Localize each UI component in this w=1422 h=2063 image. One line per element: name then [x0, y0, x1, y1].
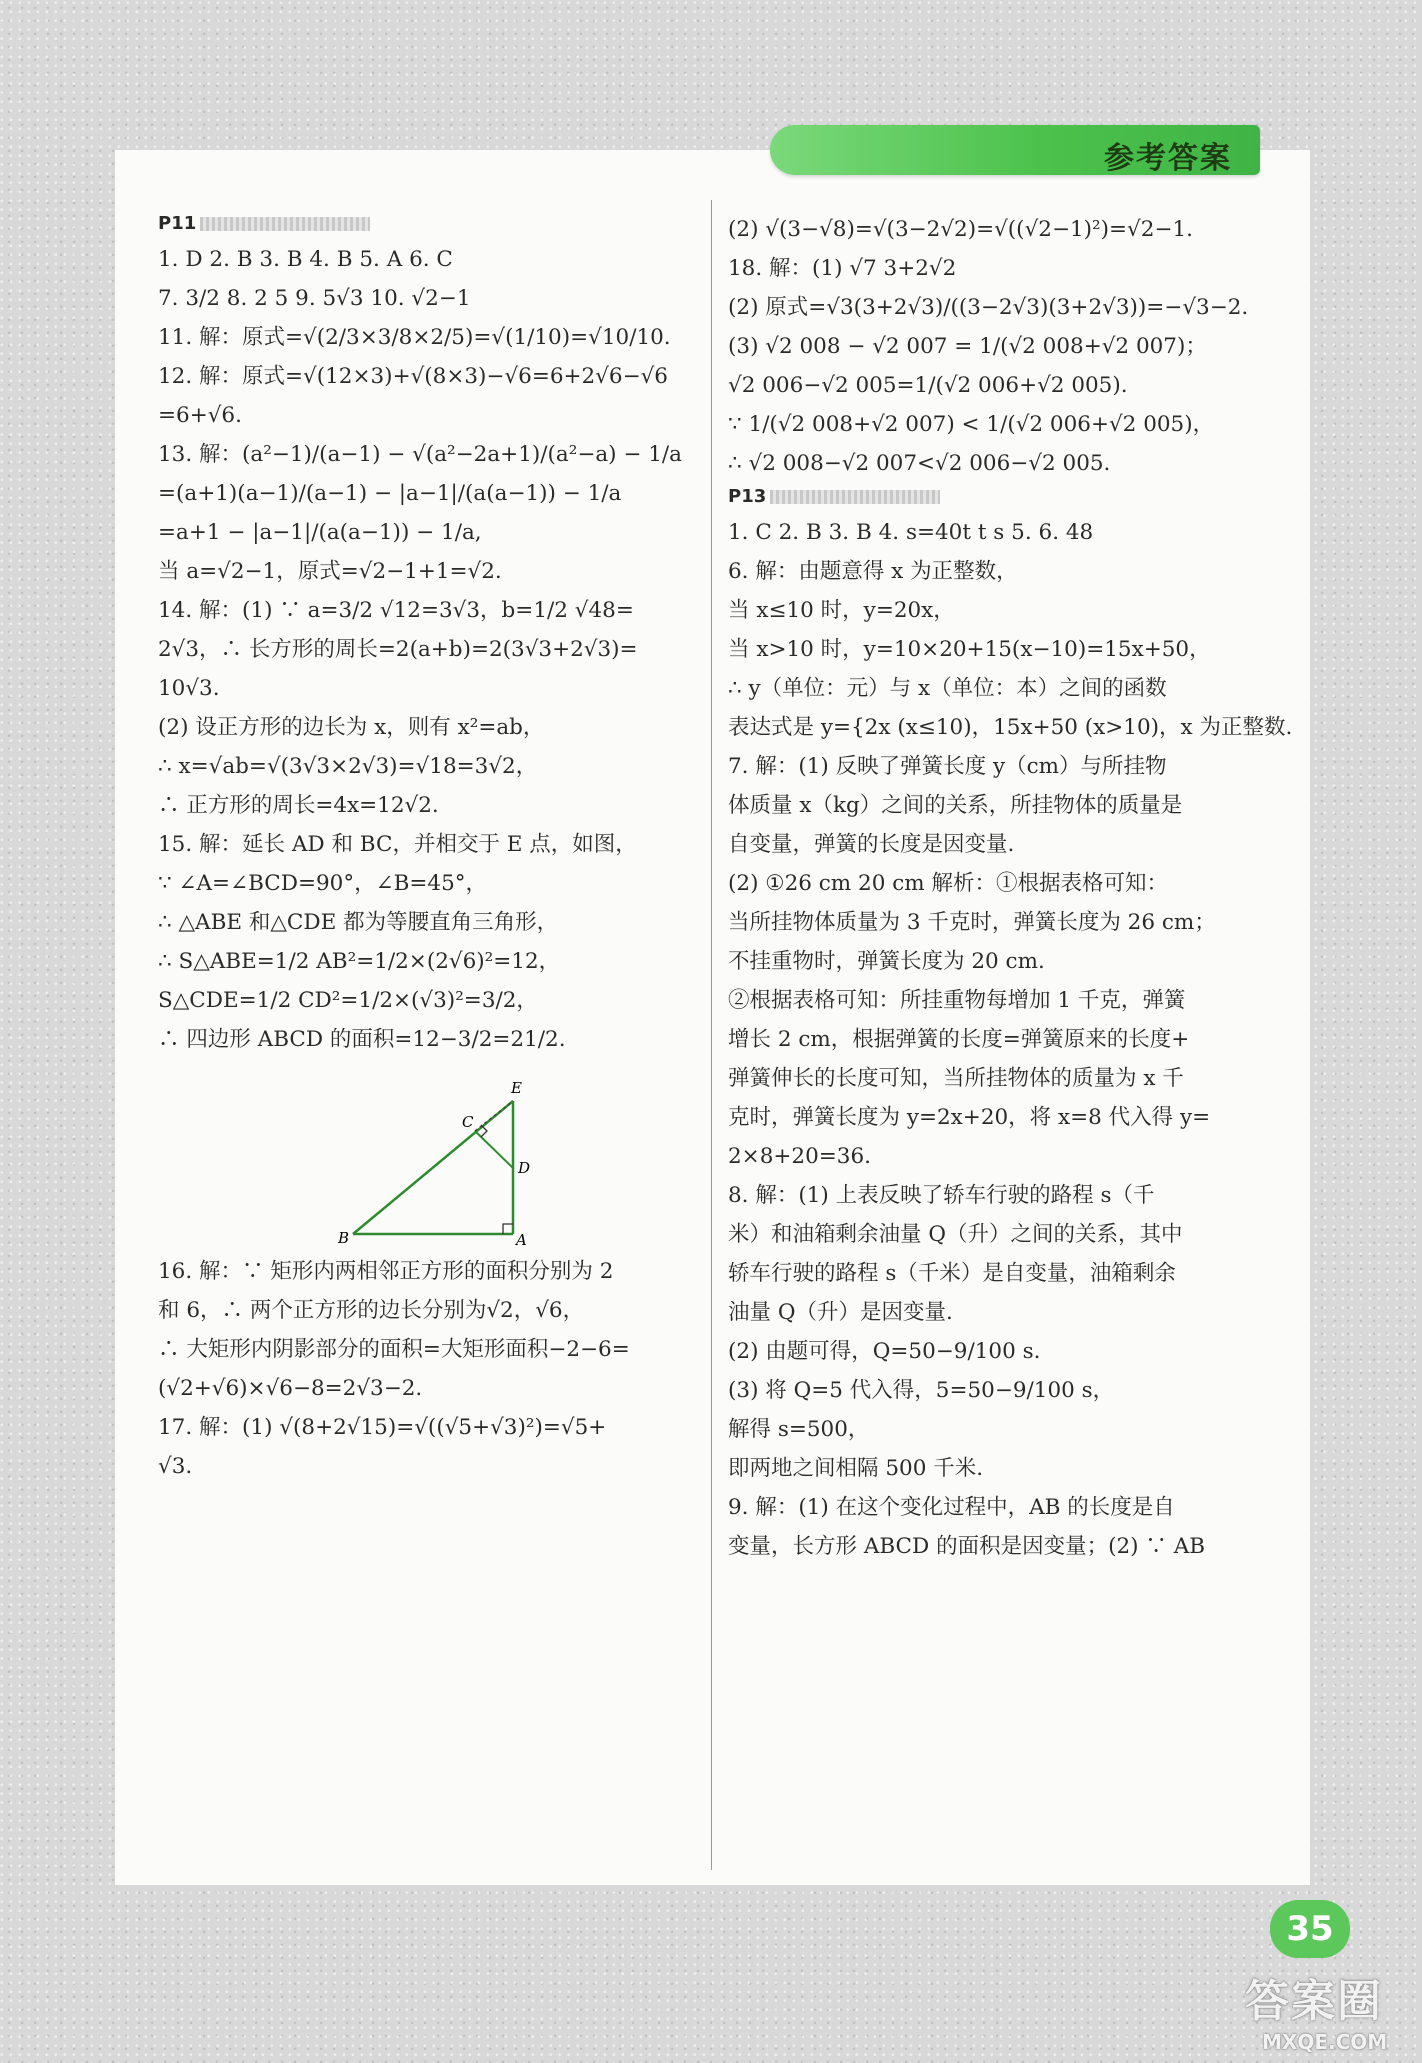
left-lines [158, 240, 698, 1059]
label-C: C [462, 1113, 474, 1131]
text-line: 11. 解：原式=√(2/3×3/8×2/5)=√(1/10)=√10/10. [158, 325, 671, 350]
text-line: (3) 将 Q=5 代入得，5=50−9/100 s， [728, 1378, 1115, 1403]
text-line: 2√3，∴ 长方形的周长=2(a+b)=2(3√3+2√3)= [158, 637, 638, 662]
column-divider [711, 200, 712, 1870]
text-line: 解得 s=500， [728, 1417, 870, 1442]
header-tab [770, 125, 1260, 175]
text-line: 18. 解：(1) √7 3+2√2 [728, 256, 957, 281]
text-line: ∴ x=√ab=√(3√3×2√3)=√18=3√2， [158, 754, 538, 779]
page-number-badge: 35 [1270, 1900, 1350, 1958]
text-line: 弹簧伸长的长度可知，当所挂物体的质量为 x 千 [728, 1066, 1184, 1091]
text-line: 16. 解：∵ 矩形内两相邻正方形的面积分别为 2 [158, 1259, 614, 1284]
triangle-diagram [158, 1063, 698, 1248]
text-line: 7. 3/2 8. 2 5 9. 5√3 10. √2−1 [158, 286, 471, 311]
label-B: B [338, 1229, 350, 1247]
text-line: ∴ △ABE 和△CDE 都为等腰直角三角形， [158, 910, 559, 935]
right-angle-A [503, 1224, 513, 1234]
geometry-figure [158, 1063, 698, 1248]
text-line: ②根据表格可知：所挂重物每增加 1 千克，弹簧 [728, 988, 1186, 1013]
text-line: 15. 解：延长 AD 和 BC，并相交于 E 点，如图， [158, 832, 637, 857]
watermark-logo: 答案圈 [1245, 1976, 1383, 2027]
text-line: 12. 解：原式=√(12×3)+√(8×3)−√6=6+2√6−√6 [158, 364, 668, 389]
text-line: 当 a=√2−1，原式=√2−1+1=√2. [158, 559, 502, 584]
text-line: √3. [158, 1454, 193, 1479]
line-BE [353, 1101, 513, 1234]
text-line: S△CDE=1/2 CD²=1/2×(√3)²=3/2， [158, 988, 538, 1013]
left-column [158, 210, 698, 1486]
text-line: 米）和油箱剩余油量 Q（升）之间的关系，其中 [728, 1222, 1183, 1247]
section-heading-right: P13 [728, 483, 1263, 511]
text-line: 当 x≤10 时，y=20x， [728, 598, 955, 623]
text-line: ∴ 正方形的周长=4x=12√2. [158, 793, 439, 818]
text-line: 即两地之间相隔 500 千米. [728, 1456, 984, 1481]
text-line: (2) 由题可得，Q=50−9/100 s. [728, 1339, 1041, 1364]
text-line: ∴ 大矩形内阴影部分的面积=大矩形面积−2−6= [158, 1337, 630, 1362]
text-line: 当 x>10 时，y=10×20+15(x−10)=15x+50， [728, 637, 1211, 662]
text-line: 6. 解：由题意得 x 为正整数， [728, 559, 1018, 584]
text-line: (√2+√6)×√6−8=2√3−2. [158, 1376, 423, 1401]
text-line: (2) 设正方形的边长为 x，则有 x²=ab， [158, 715, 545, 740]
text-line: 17. 解：(1) √(8+2√15)=√((√5+√3)²)=√5+ [158, 1415, 607, 1440]
text-line: ∴ S△ABE=1/2 AB²=1/2×(2√6)²=12， [158, 949, 561, 974]
right-column [728, 210, 1293, 1566]
text-line: (2) √(3−√8)=√(3−2√2)=√((√2−1)²)=√2−1. [728, 217, 1193, 242]
text-line: 增长 2 cm，根据弹簧的长度=弹簧原来的长度+ [728, 1027, 1190, 1052]
section-heading-left: P11 [158, 210, 698, 238]
right-lines-continued [728, 513, 1293, 1566]
header-title: 参考答案 [1104, 141, 1232, 176]
text-line: 1. D 2. B 3. B 4. B 5. A 6. C [158, 247, 453, 272]
text-line: 表达式是 y={2x (x≤10)，15x+50 (x>10)，x 为正整数. [728, 715, 1293, 740]
label-A: A [516, 1231, 527, 1248]
text-line: 变量，长方形 ABCD 的面积是因变量；(2) ∵ AB [728, 1534, 1206, 1559]
text-line: ∵ ∠A=∠BCD=90°，∠B=45°， [158, 871, 488, 896]
text-line: 8. 解：(1) 上表反映了轿车行驶的路程 s（千 [728, 1183, 1155, 1208]
text-line: 当所挂物体质量为 3 千克时，弹簧长度为 26 cm； [728, 910, 1216, 935]
label-E: E [511, 1079, 522, 1097]
watermark-url: MXQE.COM [1262, 2030, 1388, 2054]
text-line: 克时，弹簧长度为 y=2x+20，将 x=8 代入得 y= [728, 1105, 1211, 1130]
text-line: 轿车行驶的路程 s（千米）是自变量，油箱剩余 [728, 1261, 1176, 1286]
text-line: 自变量，弹簧的长度是因变量. [728, 832, 1015, 857]
text-line: ∴ √2 008−√2 007<√2 006−√2 005. [728, 451, 1111, 476]
text-line: ∵ 1/(√2 008+√2 007) < 1/(√2 006+√2 005)， [728, 412, 1215, 437]
text-line: 1. C 2. B 3. B 4. s=40t t s 5. 6. 48 [728, 520, 1094, 545]
text-line: 9. 解：(1) 在这个变化过程中，AB 的长度是自 [728, 1495, 1175, 1520]
text-line: ∴ y（单位：元）与 x（单位：本）之间的函数 [728, 676, 1167, 701]
text-line: √2 006−√2 005=1/(√2 006+√2 005). [728, 373, 1128, 398]
text-line: =(a+1)(a−1)/(a−1) − |a−1|/(a(a−1)) − 1/a [158, 481, 622, 506]
text-line: 2×8+20=36. [728, 1144, 871, 1169]
text-line: (3) √2 008 − √2 007 = 1/(√2 008+√2 007)； [728, 334, 1207, 359]
left-lines-continued [158, 1252, 698, 1486]
text-line: (2) 原式=√3(3+2√3)/((3−2√3)(3+2√3))=−√3−2. [728, 295, 1249, 320]
text-line: ∴ 四边形 ABCD 的面积=12−3/2=21/2. [158, 1027, 566, 1052]
text-line: 不挂重物时，弹簧长度为 20 cm. [728, 949, 1045, 974]
text-line: 和 6，∴ 两个正方形的边长分别为√2，√6， [158, 1298, 585, 1323]
label-D: D [518, 1159, 531, 1177]
right-angle-C [481, 1125, 487, 1137]
text-line: 10√3. [158, 676, 220, 701]
text-line: 14. 解：(1) ∵ a=3/2 √12=3√3，b=1/2 √48= [158, 598, 634, 623]
right-lines [728, 210, 1263, 483]
text-line: 油量 Q（升）是因变量. [728, 1300, 953, 1325]
text-line: 7. 解：(1) 反映了弹簧长度 y（cm）与所挂物 [728, 754, 1167, 779]
text-line: 体质量 x（kg）之间的关系，所挂物体的质量是 [728, 793, 1183, 818]
text-line: (2) ①26 cm 20 cm 解析：①根据表格可知： [728, 871, 1168, 896]
text-line: =6+√6. [158, 403, 242, 428]
text-line: =a+1 − |a−1|/(a(a−1)) − 1/a, [158, 520, 482, 545]
text-line: 13. 解：(a²−1)/(a−1) − √(a²−2a+1)/(a²−a) − 1/a [158, 442, 682, 467]
